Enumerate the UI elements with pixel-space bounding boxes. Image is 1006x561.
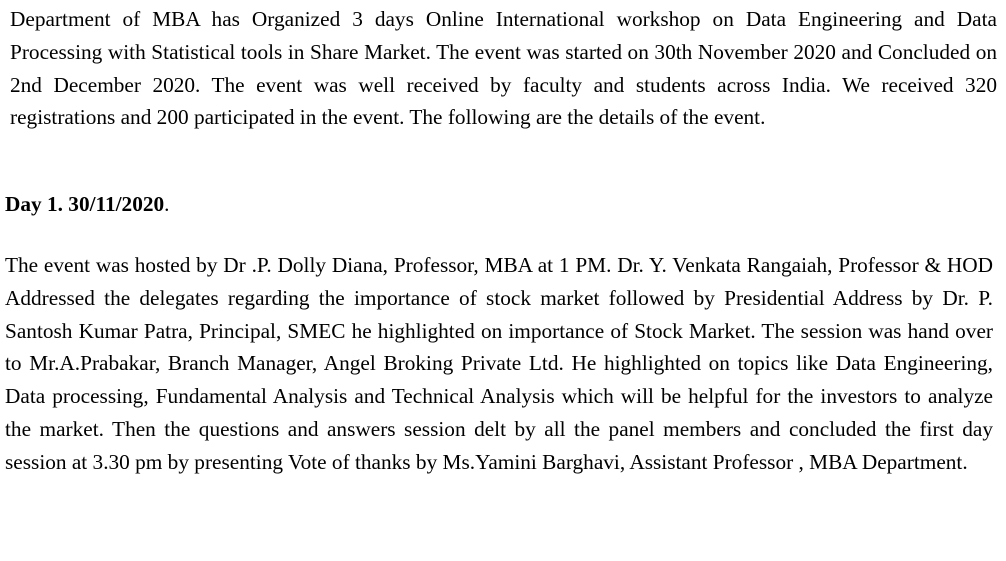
day-1-heading-period: . xyxy=(164,192,170,216)
day-1-body-paragraph: The event was hosted by Dr .P. Dolly Diana, Professor, MBA at 1 PM. Dr. Y. Venkata Rangaiah, Professor & HOD Addressed the delegates regarding the importance of stock market followed by Presidential Address by Dr. P. Santosh Kumar Patra, Principal, SMEC he highlighted on importance of Stock Market. The session was hand over to Mr.A.Prabakar, Branch Manager, Angel Broking Private Ltd. He highlighted on topics like Data Engineering, Data processing, Fundamental Analysis and Technical Analysis which will be helpful for the investors to analyze the market. Then the questions and answers session delt by all the panel members and concluded the first day session at 3.30 pm by presenting Vote of thanks by Ms.Yamini Barghavi, Assistant Professor , MBA Department. xyxy=(5,253,993,474)
day-1-heading xyxy=(5,188,605,221)
day-1-heading-date: Day 1. 30/11/2020 xyxy=(5,192,165,216)
intro-paragraph: Department of MBA has Organized 3 days Online International workshop on Data Engineering and Data Processing with Statistical tools in Share Market. The event was started on 30th November 2020 and Concluded on 2nd December 2020. The event was well received by faculty and students across India. We received 320 registrations and 200 participated in the event. The following are the details of the event. xyxy=(10,7,997,130)
